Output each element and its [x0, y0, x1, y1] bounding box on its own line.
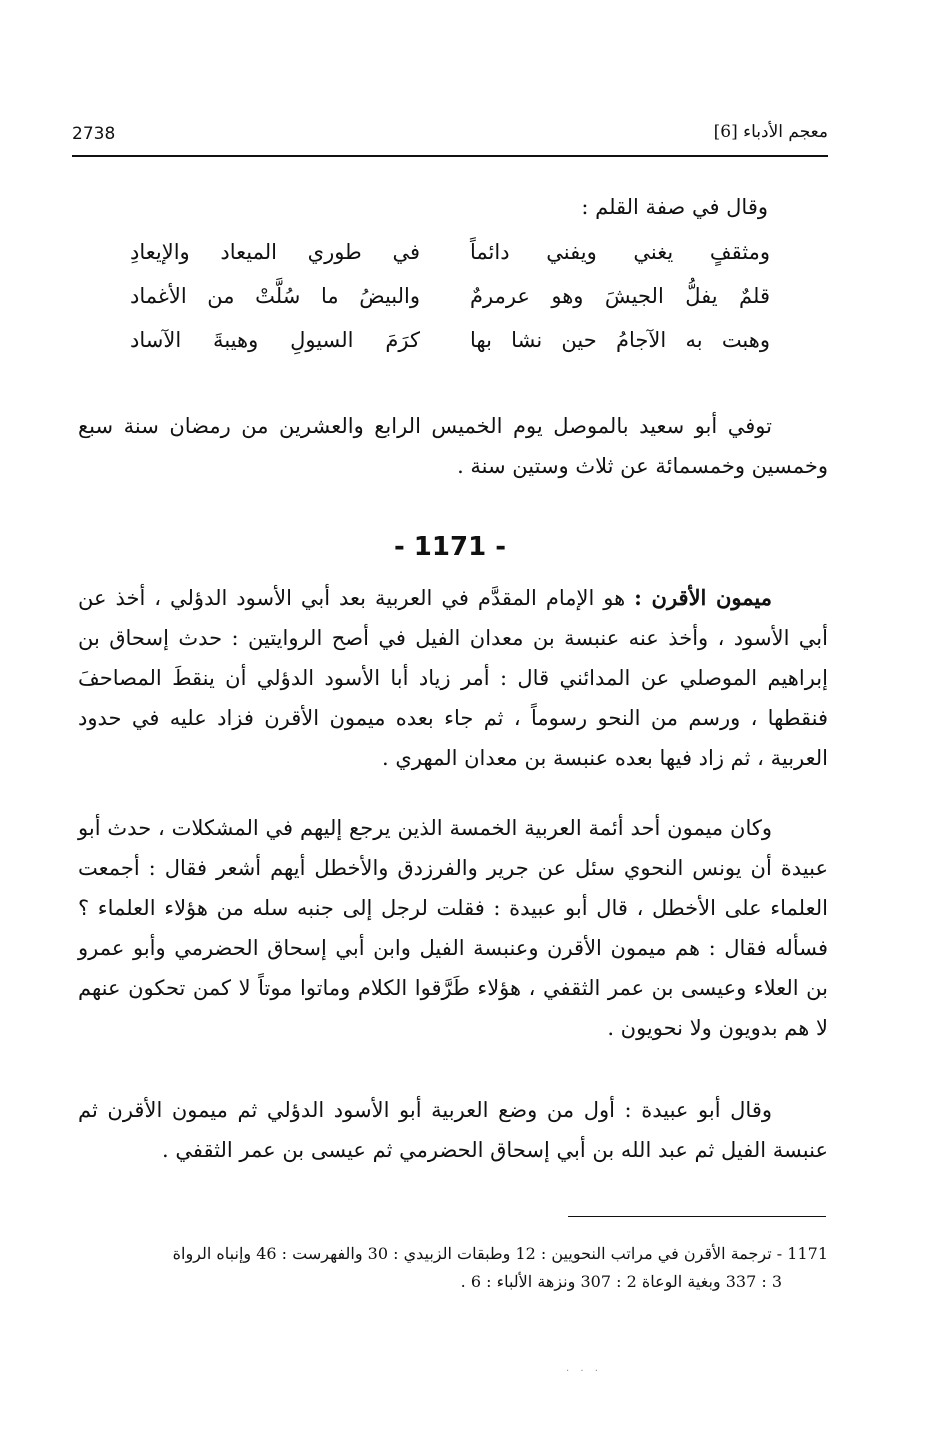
- verse-first-hemistich: ومثقفٍ يغني ويفني دائماً: [470, 240, 770, 264]
- death-note-text: توفي أبو سعيد بالموصل يوم الخميس الرابع والعشرين من رمضان سنة سبع وخمسين وخمسمائة عن ثلاث وستين سنة .: [78, 414, 828, 478]
- verse-line: [130, 284, 770, 328]
- running-head: [72, 120, 828, 148]
- verse-second-hemistich: كرَمَ السيولِ وهيبةَ الآساد: [130, 328, 420, 352]
- verse-first-hemistich: قلمٌ يفلُّ الجيشَ وهو عرمرمٌ: [470, 284, 770, 308]
- footnote-rule: [568, 1216, 826, 1217]
- paragraph-text: وقال أبو عبيدة : أول من وضع العربية أبو الأسود الدؤلي ثم ميمون الأقرن ثم عنبسة الفيل ثم عبد الله بن أبي إسحاق الحضرمي ثم عيسى بن عمر الثقفي .: [78, 1098, 828, 1162]
- poem-verses: [130, 240, 770, 372]
- verse-second-hemistich: في طوري الميعاد والإيعادِ: [130, 240, 420, 264]
- footnote-line: 3 : 337 وبغية الوعاة 2 : 307 ونزهة الألباء : 6 .: [460, 1272, 782, 1291]
- header-rule: [72, 155, 828, 157]
- verse-line: [130, 328, 770, 372]
- entry-paragraph-2: [78, 808, 828, 1048]
- entry-name: ميمون الأقرن :: [634, 585, 772, 610]
- bottom-marks: . . .: [566, 1363, 602, 1374]
- paragraph-text: هو الإمام المقدَّم في العربية بعد أبي الأسود الدؤلي ، أخذ عن أبي الأسود ، وأخذ عنه عنبسة بن معدان الفيل في أصح الروايتين : حدث إسحاق بن إبراهيم الموصلي عن المدائني قال : أمر زياد أبا الأسود الدؤلي أن ينقطَ المصاحفَ فنقطها ، ورسم من النحو رسوماً ، ثم جاء بعده ميمون الأقرن فزاد عليه في حدود العربية ، ثم زاد فيها بعده عنبسة بن معدان المهري .: [78, 586, 828, 770]
- entry-paragraph-1: [78, 578, 828, 778]
- footnote: [78, 1240, 828, 1296]
- verse-second-hemistich: والبيضُ ما سُلَّتْ من الأغماد: [130, 284, 420, 308]
- death-note-paragraph: [78, 406, 828, 486]
- poem-intro: وقال في صفة القلم :: [581, 195, 768, 219]
- book-title: معجم الأدباء [6]: [713, 122, 828, 142]
- entry-number: - 1171 -: [393, 532, 507, 562]
- footnote-line: 1171 - ترجمة الأقرن في مراتب النحويين : 12 وطبقات الزبيدي : 30 والفهرست : 46 وإنباه الرواة: [172, 1244, 828, 1263]
- verse-first-hemistich: وهبت به الآجامُ حين نشا بها: [470, 328, 770, 352]
- paragraph-text: وكان ميمون أحد أئمة العربية الخمسة الذين يرجع إليهم في المشكلات ، حدث أبو عبيدة أن يونس النحوي سئل عن جرير والفرزدق والأخطل أيهم أشعر فقال : أجمعت العلماء على الأخطل ، قال أبو عبيدة : فقلت لرجل إلى جنبه سله من هؤلاء العلماء ؟ فسأله فقال : هم ميمون الأقرن وعنبسة الفيل وابن أبي إسحاق الحضرمي وأبو عمرو بن العلاء وعيسى بن عمر الثقفي ، هؤلاء طَرَّقوا الكلام وماتوا موتاً لا كمن تحكون عنهم لا هم بدويون ولا نحويون .: [78, 816, 828, 1040]
- entry-paragraph-3: [78, 1090, 828, 1170]
- verse-line: [130, 240, 770, 284]
- page-number: 2738: [72, 124, 116, 144]
